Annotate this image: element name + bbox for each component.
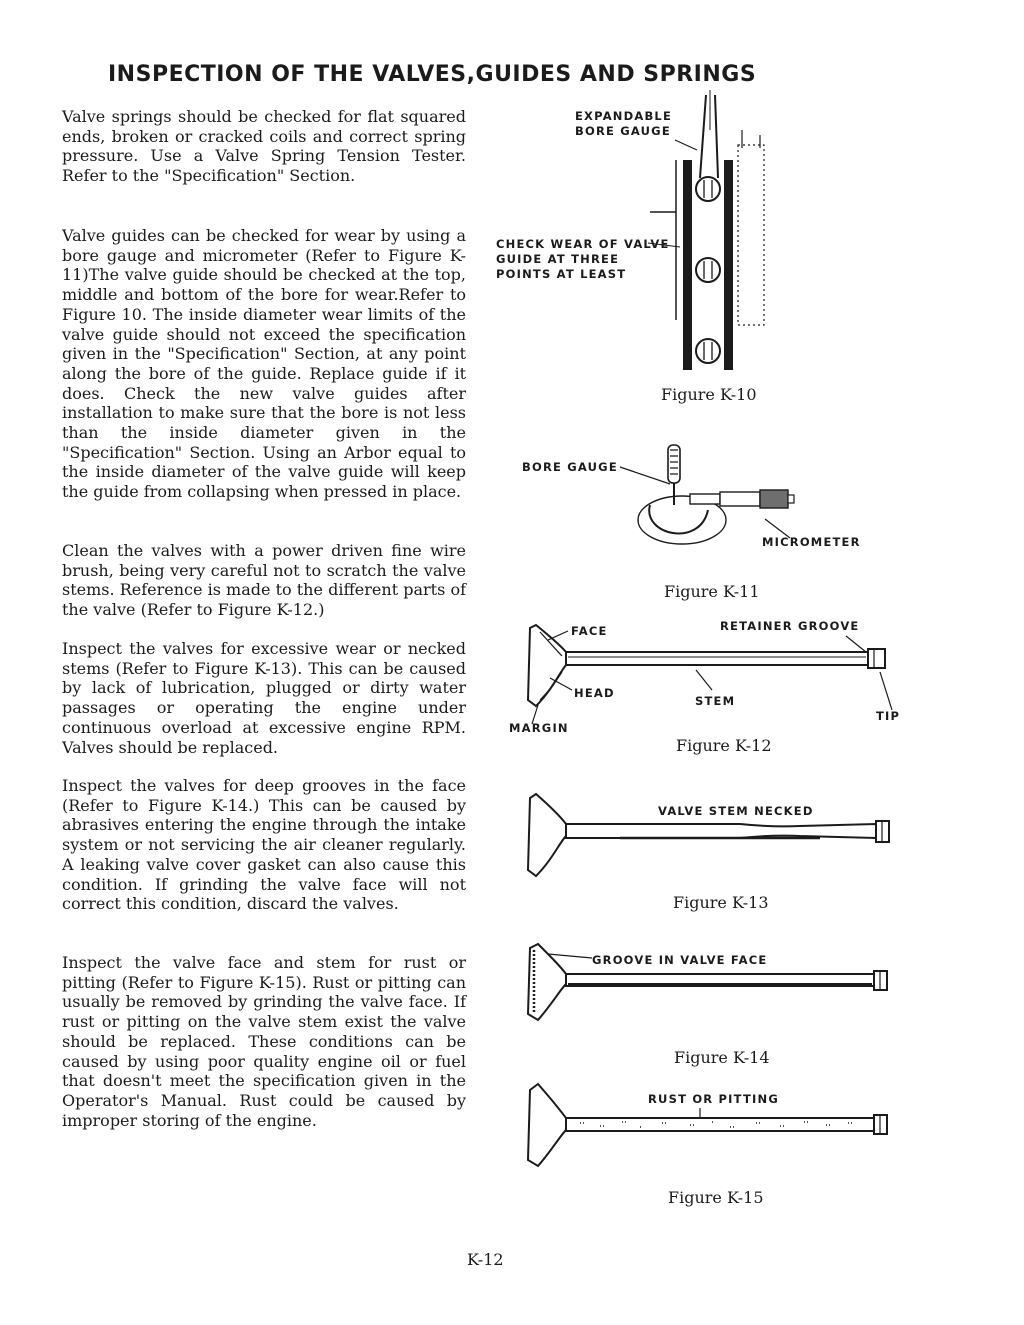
paragraph-necked-stems: Inspect the valves for excessive wear or necked stems (Refer to Figure K-13). This can be caused by lack of lubrication, plugged or dirty water passages or operating the engine under continuous overload at excessive engine RPM. Valves should be replaced. xyxy=(62,639,466,757)
figure-k11-label-micrometer: MICROMETER xyxy=(762,535,861,549)
figure-k12-caption: Figure K-12 xyxy=(676,736,772,755)
paragraph-rust-pitting: Inspect the valve face and stem for rust or pitting (Refer to Figure K-15). Rust or pitting can usually be removed by grinding the valve face. If rust or pitting on the valve stem exist the valve should be replaced. These conditions can be caused by using poor quality engine oil or fuel that doesn't meet the specification given in the Operator's Manual. Rust could be caused by improper storing of the engine. xyxy=(62,953,466,1130)
figure-k10-label-gauge-line2: BORE GAUGE xyxy=(575,124,671,138)
figure-k10-caption: Figure K-10 xyxy=(661,385,757,404)
figure-k13-label-stem-necked: VALVE STEM NECKED xyxy=(658,804,814,818)
figure-k11-caption: Figure K-11 xyxy=(664,582,760,601)
paragraph-valve-guides: Valve guides can be checked for wear by using a bore gauge and micrometer (Refer to Figure K-11)The valve guide should be checked at the top, middle and bottom of the bore for wear.Refer to Figure 10. The inside diameter wear limits of the valve guide should not exceed the specification given in the "Specification" Section, at any point along the bore of the guide. Replace guide if it does. Check the new valve guides after installation to make sure that the bore is not less than the inside diameter given in the "Specification" Section. Using an Arbor equal to the inside diameter of the valve guide will keep the guide from collapsing when pressed in place. xyxy=(62,226,466,502)
paragraph-clean-valves: Clean the valves with a power driven fine wire brush, being very careful not to scratch the valve stems. Reference is made to the different parts of the valve (Refer to Figure K-12.) xyxy=(62,541,466,620)
figure-k10-label-check-line3: POINTS AT LEAST xyxy=(496,267,627,281)
figure-k11-label-bore-gauge: BORE GAUGE xyxy=(522,460,618,474)
figure-k12-label-margin: MARGIN xyxy=(509,721,569,735)
paragraph-valve-springs: Valve springs should be checked for flat squared ends, broken or cracked coils and correct spring pressure. Use a Valve Spring Tension Tester. Refer to the "Specification" Section. xyxy=(62,107,466,186)
figure-k15-caption: Figure K-15 xyxy=(668,1188,764,1207)
figure-k12-label-head: HEAD xyxy=(574,686,615,700)
paragraph-deep-grooves: Inspect the valves for deep grooves in the face (Refer to Figure K-14.) This can be caused by abrasives entering the engine through the intake system or not servicing the air cleaner regularly. A leaking valve cover gasket can also cause this condition. If grinding the valve face will not correct this condition, discard the valves. xyxy=(62,776,466,914)
figure-k14-label-groove: GROOVE IN VALVE FACE xyxy=(592,953,768,967)
figure-k10-label-check-line2: GUIDE AT THREE xyxy=(496,252,620,266)
figure-k12-label-retainer-groove: RETAINER GROOVE xyxy=(720,619,860,633)
figure-k12-label-face: FACE xyxy=(571,624,608,638)
figure-k10-label-check-line1: CHECK WEAR OF VALVE xyxy=(496,237,670,251)
figure-k14-caption: Figure K-14 xyxy=(674,1048,770,1067)
page-title: INSPECTION OF THE VALVES,GUIDES AND SPRINGS xyxy=(108,62,757,87)
figure-k13-caption: Figure K-13 xyxy=(673,893,769,912)
figure-k10-label-gauge-line1: EXPANDABLE xyxy=(575,109,673,123)
page-number: K-12 xyxy=(467,1250,504,1269)
figure-k15-label-rust: RUST OR PITTING xyxy=(648,1092,779,1106)
figure-k12-label-stem: STEM xyxy=(695,694,736,708)
figure-k12-label-tip: TIP xyxy=(876,709,901,723)
